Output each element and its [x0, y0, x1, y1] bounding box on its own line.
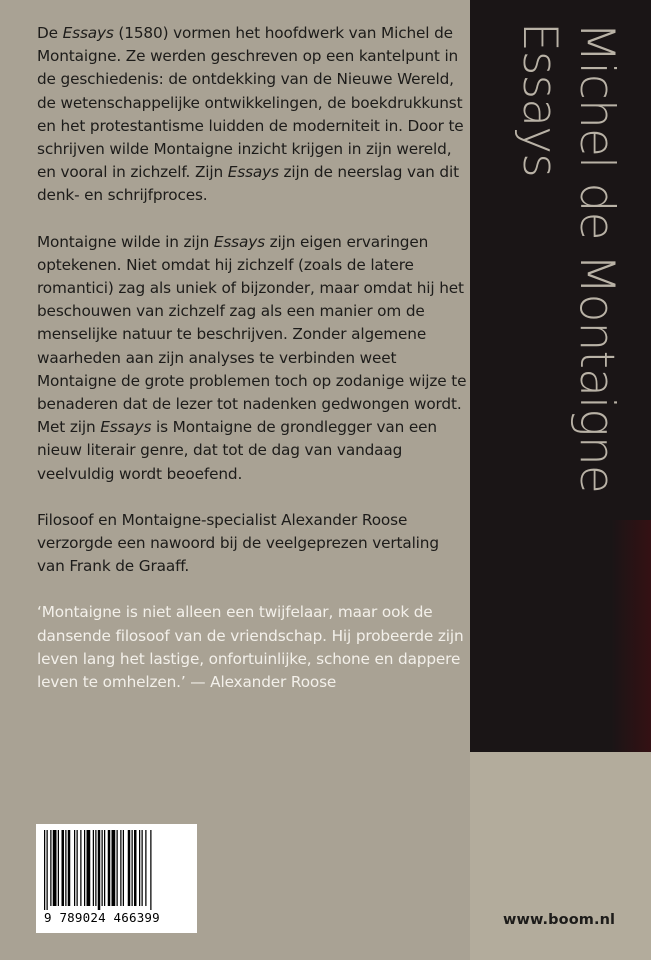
- book-title: Essays: [512, 22, 567, 177]
- barcode-bar: [139, 830, 140, 906]
- barcode-bars: [44, 830, 189, 910]
- barcode-bar: [87, 830, 91, 906]
- text-run: De: [37, 24, 63, 42]
- barcode: [36, 824, 197, 933]
- author-name: Michel de Montaigne: [569, 22, 624, 493]
- barcode-bar: [95, 830, 96, 906]
- barcode-bar: [112, 830, 116, 906]
- barcode-bar: [93, 830, 94, 906]
- vertical-title: [512, 22, 624, 493]
- blurb-paragraph-1: [37, 22, 467, 208]
- italic-title: Essays: [227, 163, 279, 182]
- barcode-bar: [74, 830, 75, 906]
- review-quote: ‘Montaigne is niet alleen een twijfelaar, maar ook de dansende filosoof van de vriendschap. Hij probeerde zijn leven lang het lastige, onfortuinlijke, schone en dappere leven te omhelzen.’ — Alexander Roose: [37, 603, 464, 692]
- italic-title: Essays: [213, 232, 265, 251]
- barcode-bar: [108, 830, 111, 906]
- barcode-bar: [128, 830, 131, 906]
- barcode-bar: [68, 830, 71, 906]
- barcode-bar: [98, 830, 101, 910]
- barcode-bar: [84, 830, 85, 906]
- italic-title: Essays: [100, 418, 152, 437]
- barcode-bar: [150, 830, 151, 910]
- barcode-bar: [117, 830, 118, 906]
- isbn-number: 9 789024 466399: [44, 910, 160, 925]
- barcode-bar: [134, 830, 137, 906]
- barcode-bar: [47, 830, 48, 910]
- barcode-bar: [44, 830, 45, 910]
- text-run: zijn de neerslag van dit denk- en schrijfproces.: [37, 163, 459, 205]
- blurb-paragraph-3: Filosoof en Montaigne-specialist Alexander Roose verzorgde een nawoord bij de veelgeprezen vertaling van Frank de Graaff.: [37, 510, 439, 576]
- blurb-text: [37, 22, 467, 717]
- text-run: (1580) vormen het hoofdwerk van Michel de Montaigne. Ze werden geschreven op een kantelpunt in de geschiedenis: de ontdekking van de Nieuwe Wereld, de wetenschappelijke ontwikkelingen, de boekdrukkunst en het protestantisme luidden de moderniteit in. Door te schrijven wilde Montaigne inzicht krijgen in zijn wereld, en vooral in zichzelf. Zijn: [37, 24, 464, 182]
- barcode-bar: [65, 830, 66, 906]
- barcode-bar: [77, 830, 78, 906]
- barcode-bar: [120, 830, 121, 906]
- barcode-bar: [123, 830, 124, 906]
- publisher-url: www.boom.nl: [503, 912, 616, 928]
- barcode-bar: [80, 830, 81, 906]
- barcode-bar: [50, 830, 51, 906]
- barcode-bar: [53, 830, 57, 906]
- barcode-bar: [104, 830, 105, 906]
- barcode-bar: [145, 830, 146, 906]
- barcode-bar: [58, 830, 59, 906]
- barcode-bar: [102, 830, 103, 906]
- barcode-bar: [132, 830, 133, 906]
- barcode-bar: [62, 830, 65, 906]
- italic-title: Essays: [62, 24, 114, 42]
- text-run: zijn eigen ervaringen optekenen. Niet omdat hij zichzelf (zoals de latere romantici) zag als uniek of bijzonder, maar omdat hij het beschouwen van zichzelf zag als een manier om de menselijke natuur te beschrijven. Zonder algemene waarheden aan zijn analyses te verbinden weet Montaigne de grote problemen toch op zodanige wijze te benaderen dat de lezer tot nadenken gedwongen wordt. Met zijn: [37, 232, 467, 437]
- blurb-paragraph-2: [37, 231, 467, 486]
- barcode-bar: [142, 830, 143, 906]
- text-run: is Montaigne de grondlegger van een nieuw literair genre, dat tot de dag van vandaag veelvuldig wordt beoefend.: [37, 418, 437, 483]
- text-run: Montaigne wilde in zijn: [37, 232, 214, 251]
